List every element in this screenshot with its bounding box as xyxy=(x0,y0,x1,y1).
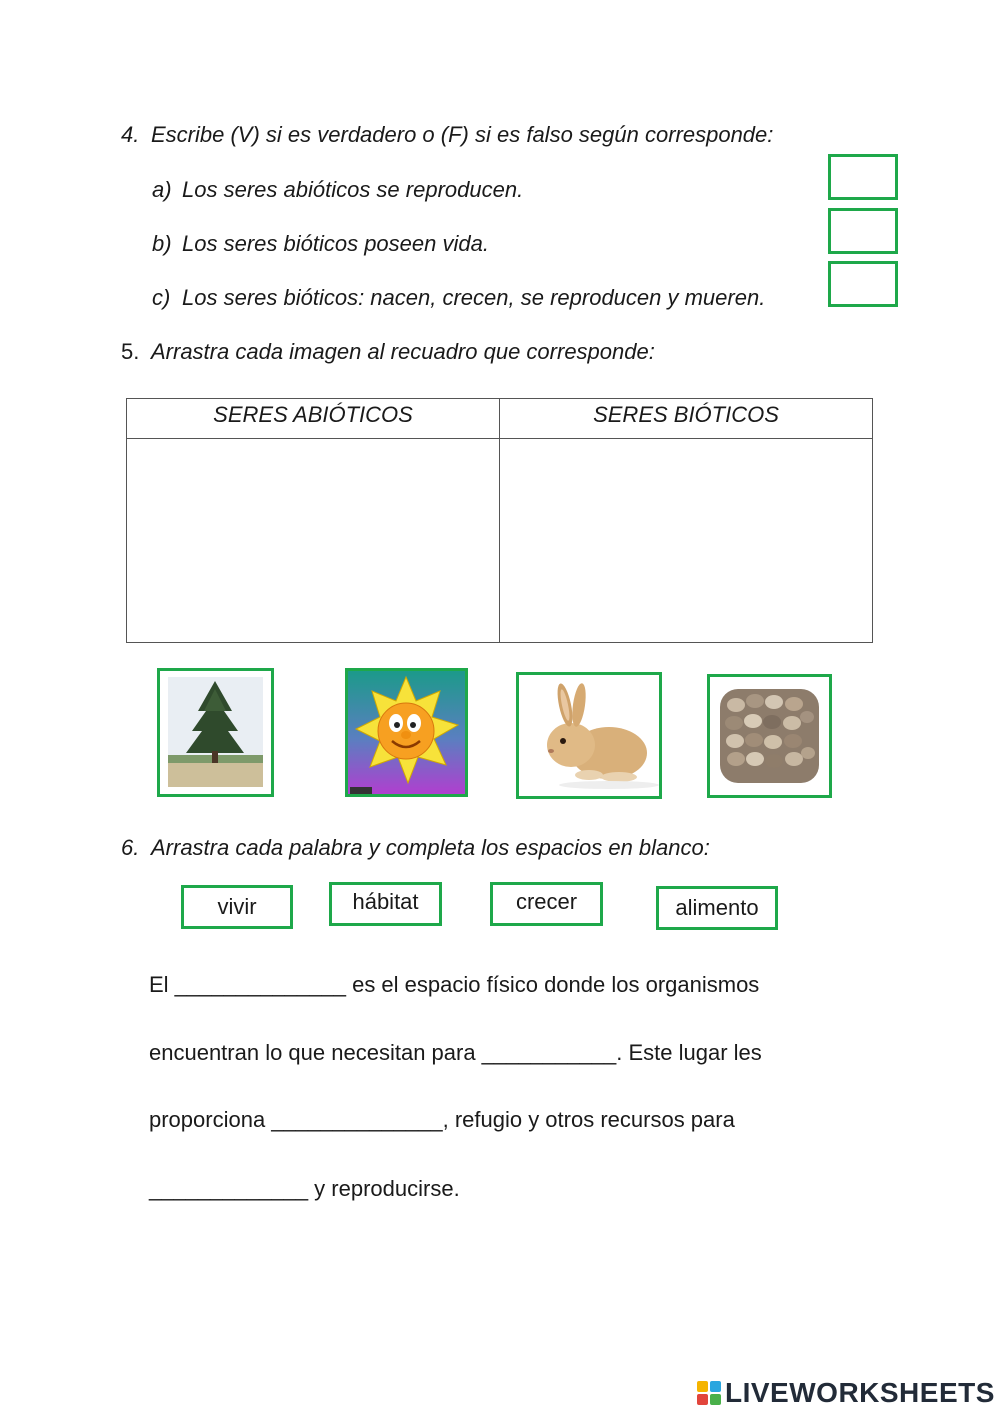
logo-grid-icon xyxy=(697,1381,721,1405)
answer-box-a[interactable] xyxy=(828,154,898,200)
question-text: Arrastra cada imagen al recuadro que corresponde: xyxy=(151,339,655,364)
fill-line-3[interactable]: proporciona ______________, refugio y otros recursos para xyxy=(149,1107,735,1132)
image-sun[interactable] xyxy=(345,668,468,797)
drop-zone-bioticos[interactable] xyxy=(500,439,873,643)
statement-text: Los seres abióticos se reproducen. xyxy=(182,177,524,202)
fill-line-2[interactable]: encuentran lo que necesitan para ___________. Este lugar les xyxy=(149,1040,762,1065)
image-rabbit[interactable] xyxy=(516,672,662,799)
word-vivir[interactable]: vivir xyxy=(181,885,293,929)
question-4-prompt xyxy=(121,122,773,148)
statement-text: Los seres bióticos: nacen, crecen, se reproducen y mueren. xyxy=(182,285,766,310)
question-text: Escribe (V) si es verdadero o (F) si es falso según corresponde: xyxy=(151,122,774,147)
sun-icon xyxy=(348,671,465,794)
header-bioticos: SERES BIÓTICOS xyxy=(500,399,873,439)
question-6-prompt xyxy=(121,835,710,861)
answer-box-c[interactable] xyxy=(828,261,898,307)
brand-name: LIVEWORKSHEETS xyxy=(725,1377,995,1408)
word-crecer[interactable]: crecer xyxy=(490,882,603,926)
tree-icon xyxy=(160,671,271,794)
question-number: 5. xyxy=(121,339,140,364)
question-number: 6. xyxy=(121,835,140,860)
header-abioticos: SERES ABIÓTICOS xyxy=(127,399,500,439)
statement-label: a) xyxy=(152,177,172,202)
statement-c xyxy=(152,285,765,311)
image-tree[interactable] xyxy=(157,668,274,797)
sorting-table xyxy=(126,398,873,643)
statement-b xyxy=(152,231,489,257)
statement-a xyxy=(152,177,523,203)
word-alimento[interactable]: alimento xyxy=(656,886,778,930)
image-stones[interactable] xyxy=(707,674,832,798)
question-text: Arrastra cada palabra y completa los espacios en blanco: xyxy=(151,835,710,860)
fill-line-4[interactable]: _____________ y reproducirse. xyxy=(149,1176,460,1201)
stones-icon xyxy=(710,677,829,795)
answer-box-b[interactable] xyxy=(828,208,898,254)
statement-label: b) xyxy=(152,231,172,256)
liveworksheets-logo xyxy=(697,1377,995,1409)
statement-label: c) xyxy=(152,285,171,310)
drop-zone-abioticos[interactable] xyxy=(127,439,500,643)
word-habitat[interactable]: hábitat xyxy=(329,882,442,926)
fill-line-1[interactable]: El ______________ es el espacio físico donde los organismos xyxy=(149,972,760,997)
rabbit-icon xyxy=(519,675,659,796)
question-number: 4. xyxy=(121,122,140,147)
statement-text: Los seres bióticos poseen vida. xyxy=(182,231,489,256)
question-5-prompt xyxy=(121,339,655,365)
